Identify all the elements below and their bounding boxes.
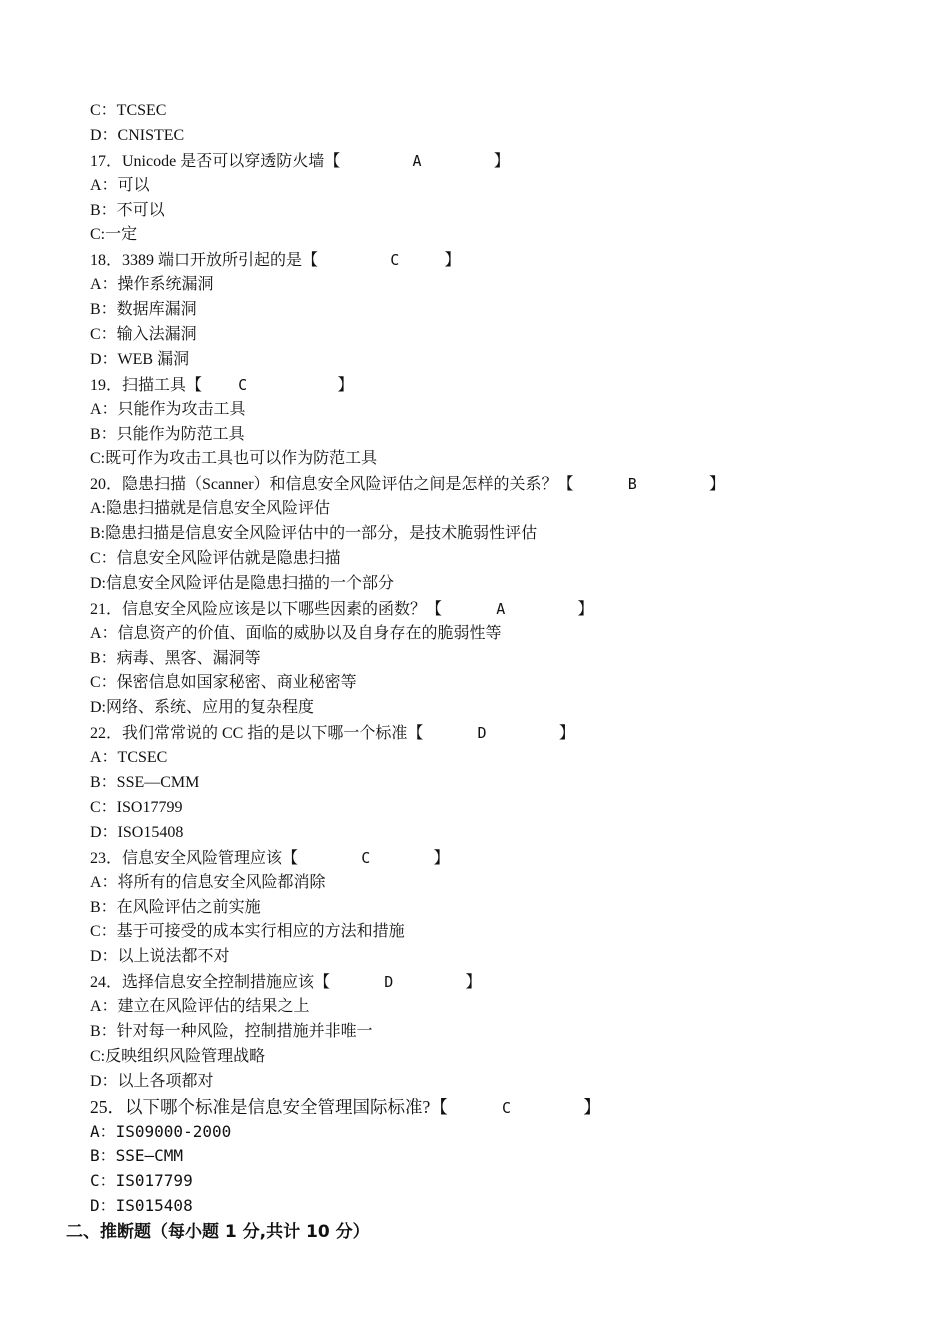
option-text: D：以上说法都不对	[90, 948, 230, 966]
answer-bracket-close: 】	[558, 725, 575, 743]
option-text: D：WEB 漏洞	[90, 350, 190, 368]
option-text: B：在风险评估之前实施	[90, 898, 261, 916]
option-text: B：不可以	[90, 201, 165, 219]
option-text: A：信息资产的价值、面临的威胁以及自身存在的脆弱性等	[90, 624, 502, 642]
question-line	[90, 149, 910, 174]
option-text: A：只能作为攻击工具	[90, 400, 246, 418]
answer-mark: C	[298, 848, 434, 867]
question-text: 21．信息安全风险应该是以下哪些因素的函数？【	[90, 600, 443, 618]
option-line	[90, 1194, 910, 1219]
answer-bracket-close: 】	[493, 152, 510, 170]
answer-bracket-close: 】	[337, 376, 354, 394]
option-line	[90, 298, 910, 323]
option-line	[90, 323, 910, 348]
answer-mark: D	[423, 724, 559, 743]
option-text: C：保密信息如国家秘密、商业秘密等	[90, 674, 357, 692]
option-line	[90, 622, 910, 647]
option-text: D：CNISTEC	[90, 126, 185, 144]
option-text: D:网络、系统、应用的复杂程度	[90, 699, 315, 717]
option-text: A：建立在风险评估的结果之上	[90, 998, 310, 1016]
answer-bracket-close: 】	[444, 252, 461, 270]
option-line	[90, 398, 910, 423]
option-text: C:既可作为攻击工具也可以作为防范工具	[90, 450, 378, 468]
option-line	[90, 447, 910, 472]
option-text: C：TCSEC	[90, 102, 167, 119]
question-line	[90, 248, 910, 273]
answer-bracket-close: 】	[583, 1096, 601, 1117]
answer-mark: D	[330, 973, 466, 992]
answer-bracket-close: 】	[433, 849, 450, 867]
option-line	[90, 522, 910, 547]
option-text: D：IS015408	[90, 1196, 193, 1216]
question-line	[90, 970, 910, 995]
option-text: C:反映组织风险管理战略	[90, 1047, 266, 1065]
answer-bracket-close: 】	[465, 974, 482, 992]
answer-mark: C	[318, 251, 445, 270]
question-line	[90, 721, 910, 746]
option-line	[90, 821, 910, 846]
option-text: A：IS09000-2000	[90, 1121, 232, 1141]
question-text: 25．以下哪个标准是信息安全管理国际标准?【	[90, 1096, 448, 1117]
option-line	[90, 273, 910, 298]
option-text: B：病毒、黑客、漏洞等	[90, 649, 261, 667]
option-text: D:信息安全风险评估是隐患扫描的一个部分	[90, 574, 395, 592]
option-line	[90, 124, 910, 149]
option-text: B：数据库漏洞	[90, 301, 197, 319]
option-text: A：可以	[90, 176, 150, 194]
option-line	[90, 671, 910, 696]
option-line	[90, 199, 910, 224]
option-text: D：以上各项都对	[90, 1072, 214, 1090]
option-line	[90, 995, 910, 1020]
option-text: A:隐患扫描就是信息安全风险评估	[90, 500, 331, 518]
option-line	[90, 99, 910, 124]
option-text: C：ISO17799	[90, 798, 183, 816]
question-text: 22．我们常常说的 CC 指的是以下哪一个标准【	[90, 725, 424, 743]
question-text: 24．选择信息安全控制措施应该【	[90, 974, 331, 992]
option-text: C：IS017799	[90, 1171, 193, 1191]
option-line	[90, 423, 910, 448]
option-line	[90, 223, 910, 248]
option-line	[90, 696, 910, 721]
option-line	[90, 1120, 910, 1145]
option-text: B：只能作为防范工具	[90, 425, 245, 443]
question-list	[90, 99, 910, 1219]
answer-bracket-close: 】	[709, 476, 726, 494]
option-text: C：输入法漏洞	[90, 326, 197, 344]
question-text: 18．3389 端口开放所引起的是【	[90, 252, 319, 270]
option-line	[90, 174, 910, 199]
question-line	[90, 1095, 910, 1120]
question-line	[90, 373, 910, 398]
option-text: B：SSE—CMM	[90, 774, 200, 792]
question-line	[90, 846, 910, 871]
option-line	[90, 771, 910, 796]
option-text: B：针对每一种风险，控制措施并非唯一	[90, 1022, 373, 1040]
option-text: A：操作系统漏洞	[90, 276, 214, 294]
question-text: 17．Unicode 是否可以穿透防火墙【	[90, 152, 341, 170]
option-line	[90, 796, 910, 821]
option-line	[90, 348, 910, 373]
section-heading: 二、推断题（每小题 1 分,共计 10 分）	[66, 1222, 370, 1242]
option-line	[90, 1045, 910, 1070]
option-text: B:隐患扫描是信息安全风险评估中的一部分，是技术脆弱性评估	[90, 525, 538, 543]
option-text: A：TCSEC	[90, 749, 168, 767]
question-text: 23．信息安全风险管理应该【	[90, 849, 299, 867]
option-line	[90, 1070, 910, 1095]
option-line	[90, 1169, 910, 1194]
option-text: B：SSE—CMM	[90, 1146, 184, 1166]
question-line	[90, 597, 910, 622]
answer-mark: B	[573, 475, 710, 494]
option-line	[90, 871, 910, 896]
option-text: C：基于可接受的成本实行相应的方法和措施	[90, 923, 405, 941]
option-text: A：将所有的信息安全风险都消除	[90, 873, 326, 891]
option-line	[90, 920, 910, 945]
question-text: 20．隐患扫描（Scanner）和信息安全风险评估之间是怎样的关系？【	[90, 476, 574, 494]
option-text: D：ISO15408	[90, 823, 184, 841]
option-text: C:一定	[90, 226, 138, 244]
option-line	[90, 647, 910, 672]
option-line	[90, 945, 910, 970]
option-line	[90, 1144, 910, 1169]
question-line	[90, 472, 910, 497]
answer-bracket-close: 】	[577, 600, 594, 618]
option-line	[90, 896, 910, 921]
option-text: C：信息安全风险评估就是隐患扫描	[90, 550, 341, 568]
option-line	[90, 1020, 910, 1045]
answer-mark: A	[442, 599, 578, 618]
option-line	[90, 547, 910, 572]
option-line	[90, 497, 910, 522]
answer-mark: C	[202, 375, 338, 394]
answer-mark: C	[447, 1098, 584, 1117]
option-line	[90, 746, 910, 771]
question-text: 19．扫描工具【	[90, 376, 203, 394]
option-line	[90, 572, 910, 597]
answer-mark: A	[340, 151, 494, 170]
